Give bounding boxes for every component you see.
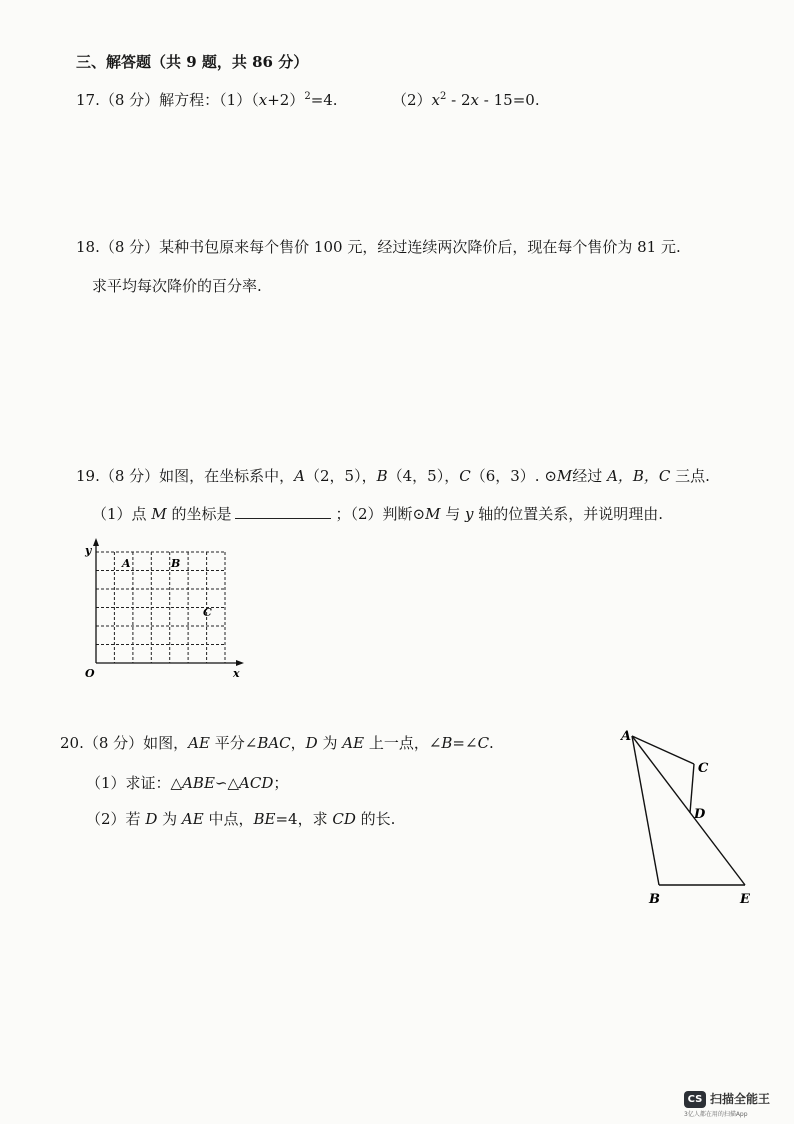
question-17-part2	[392, 87, 540, 110]
q20-sep: ，	[290, 734, 306, 752]
points-ABC: A，B，C	[607, 467, 671, 485]
seg-CD: CD	[332, 810, 356, 828]
point-M: M	[425, 505, 441, 523]
watermark-tagline: 3亿人都在用的扫描App	[684, 1111, 748, 1118]
y-axis-label: y	[85, 544, 92, 557]
q20-sub2-text3: =4，求	[275, 810, 333, 828]
q20-text: 平分∠	[209, 734, 258, 752]
angle-B: B	[441, 734, 453, 752]
triangle-ABE: ABE	[182, 774, 215, 792]
axis-y: y	[464, 505, 474, 523]
vertex-C: C	[698, 761, 709, 776]
question-20-sub2	[86, 809, 395, 829]
q17-label: 17.（8 分）解方程：（1）（	[76, 91, 259, 109]
triangle-figure	[612, 722, 762, 912]
q19-sub2-end: 轴的位置关系，并说明理由.	[473, 505, 664, 523]
q17-part2-label: （2）	[392, 91, 432, 109]
q19-intro: 19.（8 分）如图，在坐标系中，	[76, 467, 295, 485]
var-x: x	[431, 91, 441, 109]
seg-AE: AE	[181, 810, 204, 828]
q17-eq2-end: - 15=0.	[479, 91, 540, 109]
q20-text2: 为	[317, 734, 343, 752]
seg-AE: AE	[188, 734, 210, 752]
point-D: D	[145, 810, 158, 828]
q17-eq1: =4.	[310, 91, 338, 109]
coord-B: （4，5），	[387, 467, 460, 485]
q20-sub2-end: 的长.	[355, 810, 396, 828]
circle-M: M	[556, 467, 573, 485]
question-18-line2: 求平均每次降价的百分率.	[92, 277, 262, 295]
point-C: C	[459, 467, 471, 485]
q19-sub2-text: 与	[440, 505, 465, 523]
q20-text3: 上一点，∠	[364, 734, 442, 752]
q20-end: .	[489, 734, 494, 752]
point-B: B	[376, 467, 388, 485]
coordinate-grid-figure	[78, 536, 253, 684]
q20-eq: =∠	[452, 734, 478, 752]
triangle-ACD: ACD	[239, 774, 274, 792]
q17-part1: +2）	[267, 91, 305, 109]
q20-intro: 20.（8 分）如图，	[60, 734, 189, 752]
x-axis-arrow	[236, 660, 244, 666]
q20-sub1-end: ；	[273, 774, 289, 792]
point-D: D	[305, 734, 318, 752]
q19-text: 经过	[572, 467, 608, 485]
watermark-name: 扫描全能王	[710, 1092, 771, 1106]
q17-eq2-mid: - 2	[446, 91, 471, 109]
var-x: x	[470, 91, 480, 109]
section-title: 三、解答题（共 9 题，共 86 分）	[76, 53, 309, 71]
point-M: M	[151, 505, 167, 523]
question-17	[76, 87, 338, 110]
vertex-A: A	[621, 729, 632, 744]
question-20-line1	[60, 733, 494, 753]
q19-sub2: ；（2）判断⊙	[335, 505, 426, 523]
y-axis-arrow	[93, 538, 99, 546]
x-axis-label: x	[233, 667, 240, 680]
q20-sub2-label: （2）若	[86, 810, 146, 828]
q19-sub1: （1）点	[92, 505, 152, 523]
vertex-B: B	[649, 892, 660, 907]
cs-logo-icon: CS	[684, 1091, 706, 1108]
question-19-line2	[92, 504, 663, 524]
exponent: 2	[440, 91, 447, 102]
answer-blank[interactable]	[235, 504, 331, 519]
vertex-E: E	[740, 892, 750, 907]
similar-symbol: ∽△	[214, 774, 240, 792]
angle-C: C	[477, 734, 490, 752]
grid-point-C: C	[203, 606, 212, 619]
q20-sub2-text: 为	[157, 810, 182, 828]
exponent: 2	[304, 91, 311, 102]
angle-BAC: BAC	[257, 734, 291, 752]
coord-A: （2，5），	[305, 467, 377, 485]
question-19-line1	[76, 466, 710, 486]
grid-point-A: A	[122, 557, 131, 570]
origin-label: O	[85, 667, 95, 680]
q19-text-end: 三点.	[670, 467, 710, 485]
question-20-sub1	[86, 773, 288, 793]
scanner-watermark	[684, 1089, 784, 1119]
var-x: x	[258, 91, 268, 109]
q20-sub1-label: （1）求证：△	[86, 774, 183, 792]
coord-C: （6，3）. ⊙	[470, 467, 557, 485]
question-18-line1: 18.（8 分）某种书包原来每个售价 100 元，经过连续两次降价后，现在每个售价为 81 元.	[76, 238, 681, 256]
q20-sub2-text2: 中点，	[203, 810, 254, 828]
q19-sub1-text: 的坐标是	[166, 505, 232, 523]
vertex-D: D	[694, 807, 706, 822]
grid-point-B: B	[171, 557, 181, 570]
seg-BE: BE	[253, 810, 276, 828]
point-A: A	[294, 467, 306, 485]
seg-AE: AE	[342, 734, 365, 752]
